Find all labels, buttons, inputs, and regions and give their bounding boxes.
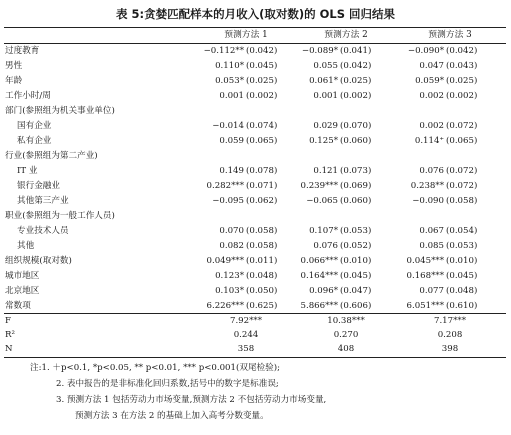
coef-method-1: −0.095 xyxy=(212,196,244,206)
se-method-3: (0.010) xyxy=(446,256,478,266)
row-label: 职业(参照组为一般工作人员) xyxy=(5,211,115,221)
se-method-2: (0.042) xyxy=(340,61,372,71)
coef-method-2: 0.029 xyxy=(313,121,338,131)
se-method-2: (0.041) xyxy=(340,46,372,56)
row-label: 部门(参照组为机关事业单位) xyxy=(5,106,115,116)
table-row xyxy=(0,254,511,269)
coef-method-3: −0.090 xyxy=(412,196,444,206)
se-method-3: (0.054) xyxy=(446,226,478,236)
coef-method-2: −0.065 xyxy=(306,196,338,206)
row-label: 行业(参照组为第二产业) xyxy=(5,151,98,161)
se-method-3: (0.045) xyxy=(446,271,478,281)
stat-row xyxy=(0,342,511,357)
coef-method-1: 0.082 xyxy=(219,241,244,251)
coef-method-3: 0.114⁺ xyxy=(414,136,444,146)
se-method-3: (0.072) xyxy=(446,166,478,176)
coef-method-3: −0.090* xyxy=(407,46,444,56)
table-row xyxy=(0,74,511,89)
stat-value-method-3: 0.208 xyxy=(437,330,463,340)
column-header-method-1: 预测方法 1 xyxy=(224,30,268,40)
se-method-3: (0.072) xyxy=(446,181,478,191)
se-method-2: (0.052) xyxy=(340,241,372,251)
se-method-2: (0.606) xyxy=(340,301,372,311)
se-method-2: (0.025) xyxy=(340,76,372,86)
se-method-3: (0.048) xyxy=(446,286,478,296)
table-row xyxy=(0,119,511,134)
se-method-2: (0.069) xyxy=(340,181,372,191)
se-method-1: (0.062) xyxy=(246,196,278,206)
row-label: 专业技术人员 xyxy=(17,226,69,236)
se-method-3: (0.072) xyxy=(446,121,478,131)
stat-row xyxy=(0,328,511,343)
se-method-2: (0.060) xyxy=(340,196,372,206)
se-method-1: (0.045) xyxy=(246,61,278,71)
coef-method-1: 0.053* xyxy=(215,76,244,86)
stat-value-method-2: 408 xyxy=(337,344,355,354)
se-method-1: (0.058) xyxy=(246,241,278,251)
stat-value-method-1: 7.92*** xyxy=(229,316,263,326)
note-line-4: 预测方法 3 在方法 2 的基础上加入高考分数变量。 xyxy=(75,411,269,421)
coef-method-1: 0.282*** xyxy=(206,181,244,191)
se-method-3: (0.025) xyxy=(446,76,478,86)
table-row xyxy=(0,269,511,284)
row-label: 常数项 xyxy=(5,301,31,311)
row-label: 其他第三产业 xyxy=(17,196,69,206)
table-row xyxy=(0,179,511,194)
stat-label: R² xyxy=(5,330,15,340)
coef-method-3: 0.002 xyxy=(419,121,444,131)
se-method-1: (0.074) xyxy=(246,121,278,131)
bottom-rule xyxy=(4,357,506,358)
coef-method-3: 0.047 xyxy=(419,61,444,71)
coef-method-1: 0.070 xyxy=(219,226,244,236)
se-method-3: (0.002) xyxy=(446,91,478,101)
coef-method-2: 0.125* xyxy=(309,136,338,146)
se-method-2: (0.047) xyxy=(340,286,372,296)
se-method-1: (0.042) xyxy=(246,46,278,56)
se-method-2: (0.073) xyxy=(340,166,372,176)
stat-value-method-1: 0.244 xyxy=(233,330,259,340)
stat-row xyxy=(0,314,511,329)
se-method-3: (0.065) xyxy=(446,136,478,146)
row-label: 工作小时/周 xyxy=(5,91,51,101)
coef-method-2: 0.164*** xyxy=(300,271,338,281)
se-method-1: (0.050) xyxy=(246,286,278,296)
coef-method-2: −0.089* xyxy=(301,46,338,56)
coef-method-2: 0.061* xyxy=(309,76,338,86)
coef-method-2: 0.096* xyxy=(309,286,338,296)
coef-method-2: 0.076 xyxy=(313,241,338,251)
coef-method-2: 0.121 xyxy=(313,166,338,176)
coef-method-3: 0.238** xyxy=(410,181,444,191)
row-label: 私有企业 xyxy=(17,136,52,146)
se-method-2: (0.053) xyxy=(340,226,372,236)
coef-method-1: 0.001 xyxy=(219,91,244,101)
stat-value-method-2: 0.270 xyxy=(333,330,359,340)
coef-method-3: 6.051*** xyxy=(406,301,444,311)
note-line-1: 注:1. ＋p<0.1, *p<0.05, ** p<0.01, *** p<0.001(双尾检验); xyxy=(30,363,280,373)
table-row xyxy=(0,44,511,59)
se-method-1: (0.065) xyxy=(246,136,278,146)
se-method-3: (0.042) xyxy=(446,46,478,56)
coef-method-3: 0.076 xyxy=(419,166,444,176)
coef-method-3: 0.077 xyxy=(419,286,444,296)
se-method-3: (0.610) xyxy=(446,301,478,311)
column-header-row xyxy=(0,28,511,43)
coef-method-2: 0.066*** xyxy=(300,256,338,266)
coef-method-1: 0.149 xyxy=(219,166,244,176)
coef-method-1: 0.110* xyxy=(215,61,244,71)
coef-method-1: −0.014 xyxy=(212,121,244,131)
coef-method-1: −0.112** xyxy=(203,46,244,56)
se-method-1: (0.002) xyxy=(246,91,278,101)
table-row xyxy=(0,299,511,314)
column-header-method-2: 预测方法 2 xyxy=(324,30,368,40)
coef-method-1: 0.103* xyxy=(215,286,244,296)
se-method-1: (0.071) xyxy=(246,181,278,191)
coef-method-1: 6.226*** xyxy=(206,301,244,311)
se-method-2: (0.010) xyxy=(340,256,372,266)
coef-method-3: 0.002 xyxy=(419,91,444,101)
se-method-1: (0.011) xyxy=(246,256,278,266)
coef-method-3: 0.059* xyxy=(415,76,444,86)
row-label: 组织规模(取对数) xyxy=(5,256,72,266)
se-method-3: (0.043) xyxy=(446,61,478,71)
se-method-1: (0.625) xyxy=(246,301,278,311)
stat-value-method-1: 358 xyxy=(237,344,255,354)
coef-method-2: 0.107* xyxy=(309,226,338,236)
row-label: 北京地区 xyxy=(5,286,40,296)
table-row xyxy=(0,239,511,254)
coef-method-2: 5.866*** xyxy=(300,301,338,311)
stat-value-method-3: 398 xyxy=(441,344,459,354)
coef-method-2: 0.239*** xyxy=(300,181,338,191)
se-method-1: (0.025) xyxy=(246,76,278,86)
note-line-3: 3. 预测方法 1 包括劳动力市场变量,预测方法 2 不包括劳动力市场变量, xyxy=(56,395,327,405)
coef-method-3: 0.168*** xyxy=(406,271,444,281)
row-label: 男性 xyxy=(5,61,23,71)
coef-method-2: 0.055 xyxy=(313,61,338,71)
se-method-1: (0.078) xyxy=(246,166,278,176)
coef-method-2: 0.001 xyxy=(313,91,338,101)
stat-value-method-2: 10.38*** xyxy=(327,316,365,326)
column-header-method-3: 预测方法 3 xyxy=(428,30,472,40)
coef-method-1: 0.049*** xyxy=(206,256,244,266)
table-row xyxy=(0,149,511,164)
table-row xyxy=(0,224,511,239)
coef-method-3: 0.045*** xyxy=(406,256,444,266)
row-label: 银行金融业 xyxy=(17,181,60,191)
note-line-2: 2. 表中报告的是非标准化回归系数,括号中的数字是标准误; xyxy=(56,379,279,389)
table-row xyxy=(0,104,511,119)
table-row xyxy=(0,164,511,179)
table-row xyxy=(0,284,511,299)
coef-method-3: 0.085 xyxy=(419,241,444,251)
se-method-1: (0.048) xyxy=(246,271,278,281)
se-method-2: (0.070) xyxy=(340,121,372,131)
se-method-2: (0.060) xyxy=(340,136,372,146)
row-label: IT 业 xyxy=(17,166,38,176)
coef-method-3: 0.067 xyxy=(419,226,444,236)
se-method-3: (0.058) xyxy=(446,196,478,206)
se-method-3: (0.053) xyxy=(446,241,478,251)
stat-label: F xyxy=(5,316,11,326)
coef-method-1: 0.059 xyxy=(219,136,244,146)
table-row xyxy=(0,194,511,209)
table-row xyxy=(0,89,511,104)
stat-label: N xyxy=(5,344,13,354)
table-row xyxy=(0,59,511,74)
se-method-2: (0.002) xyxy=(340,91,372,101)
row-label: 年龄 xyxy=(5,76,23,86)
table-row xyxy=(0,209,511,224)
se-method-2: (0.045) xyxy=(340,271,372,281)
table-title: 表 5:贪婪匹配样本的月收入(取对数)的 OLS 回归结果 xyxy=(115,7,395,21)
se-method-1: (0.058) xyxy=(246,226,278,236)
row-label: 其他 xyxy=(17,241,35,251)
row-label: 城市地区 xyxy=(5,271,40,281)
row-label: 国有企业 xyxy=(17,121,52,131)
coef-method-1: 0.123* xyxy=(215,271,244,281)
row-label: 过度教育 xyxy=(5,46,40,56)
stat-value-method-3: 7.17*** xyxy=(433,316,467,326)
table-row xyxy=(0,134,511,149)
